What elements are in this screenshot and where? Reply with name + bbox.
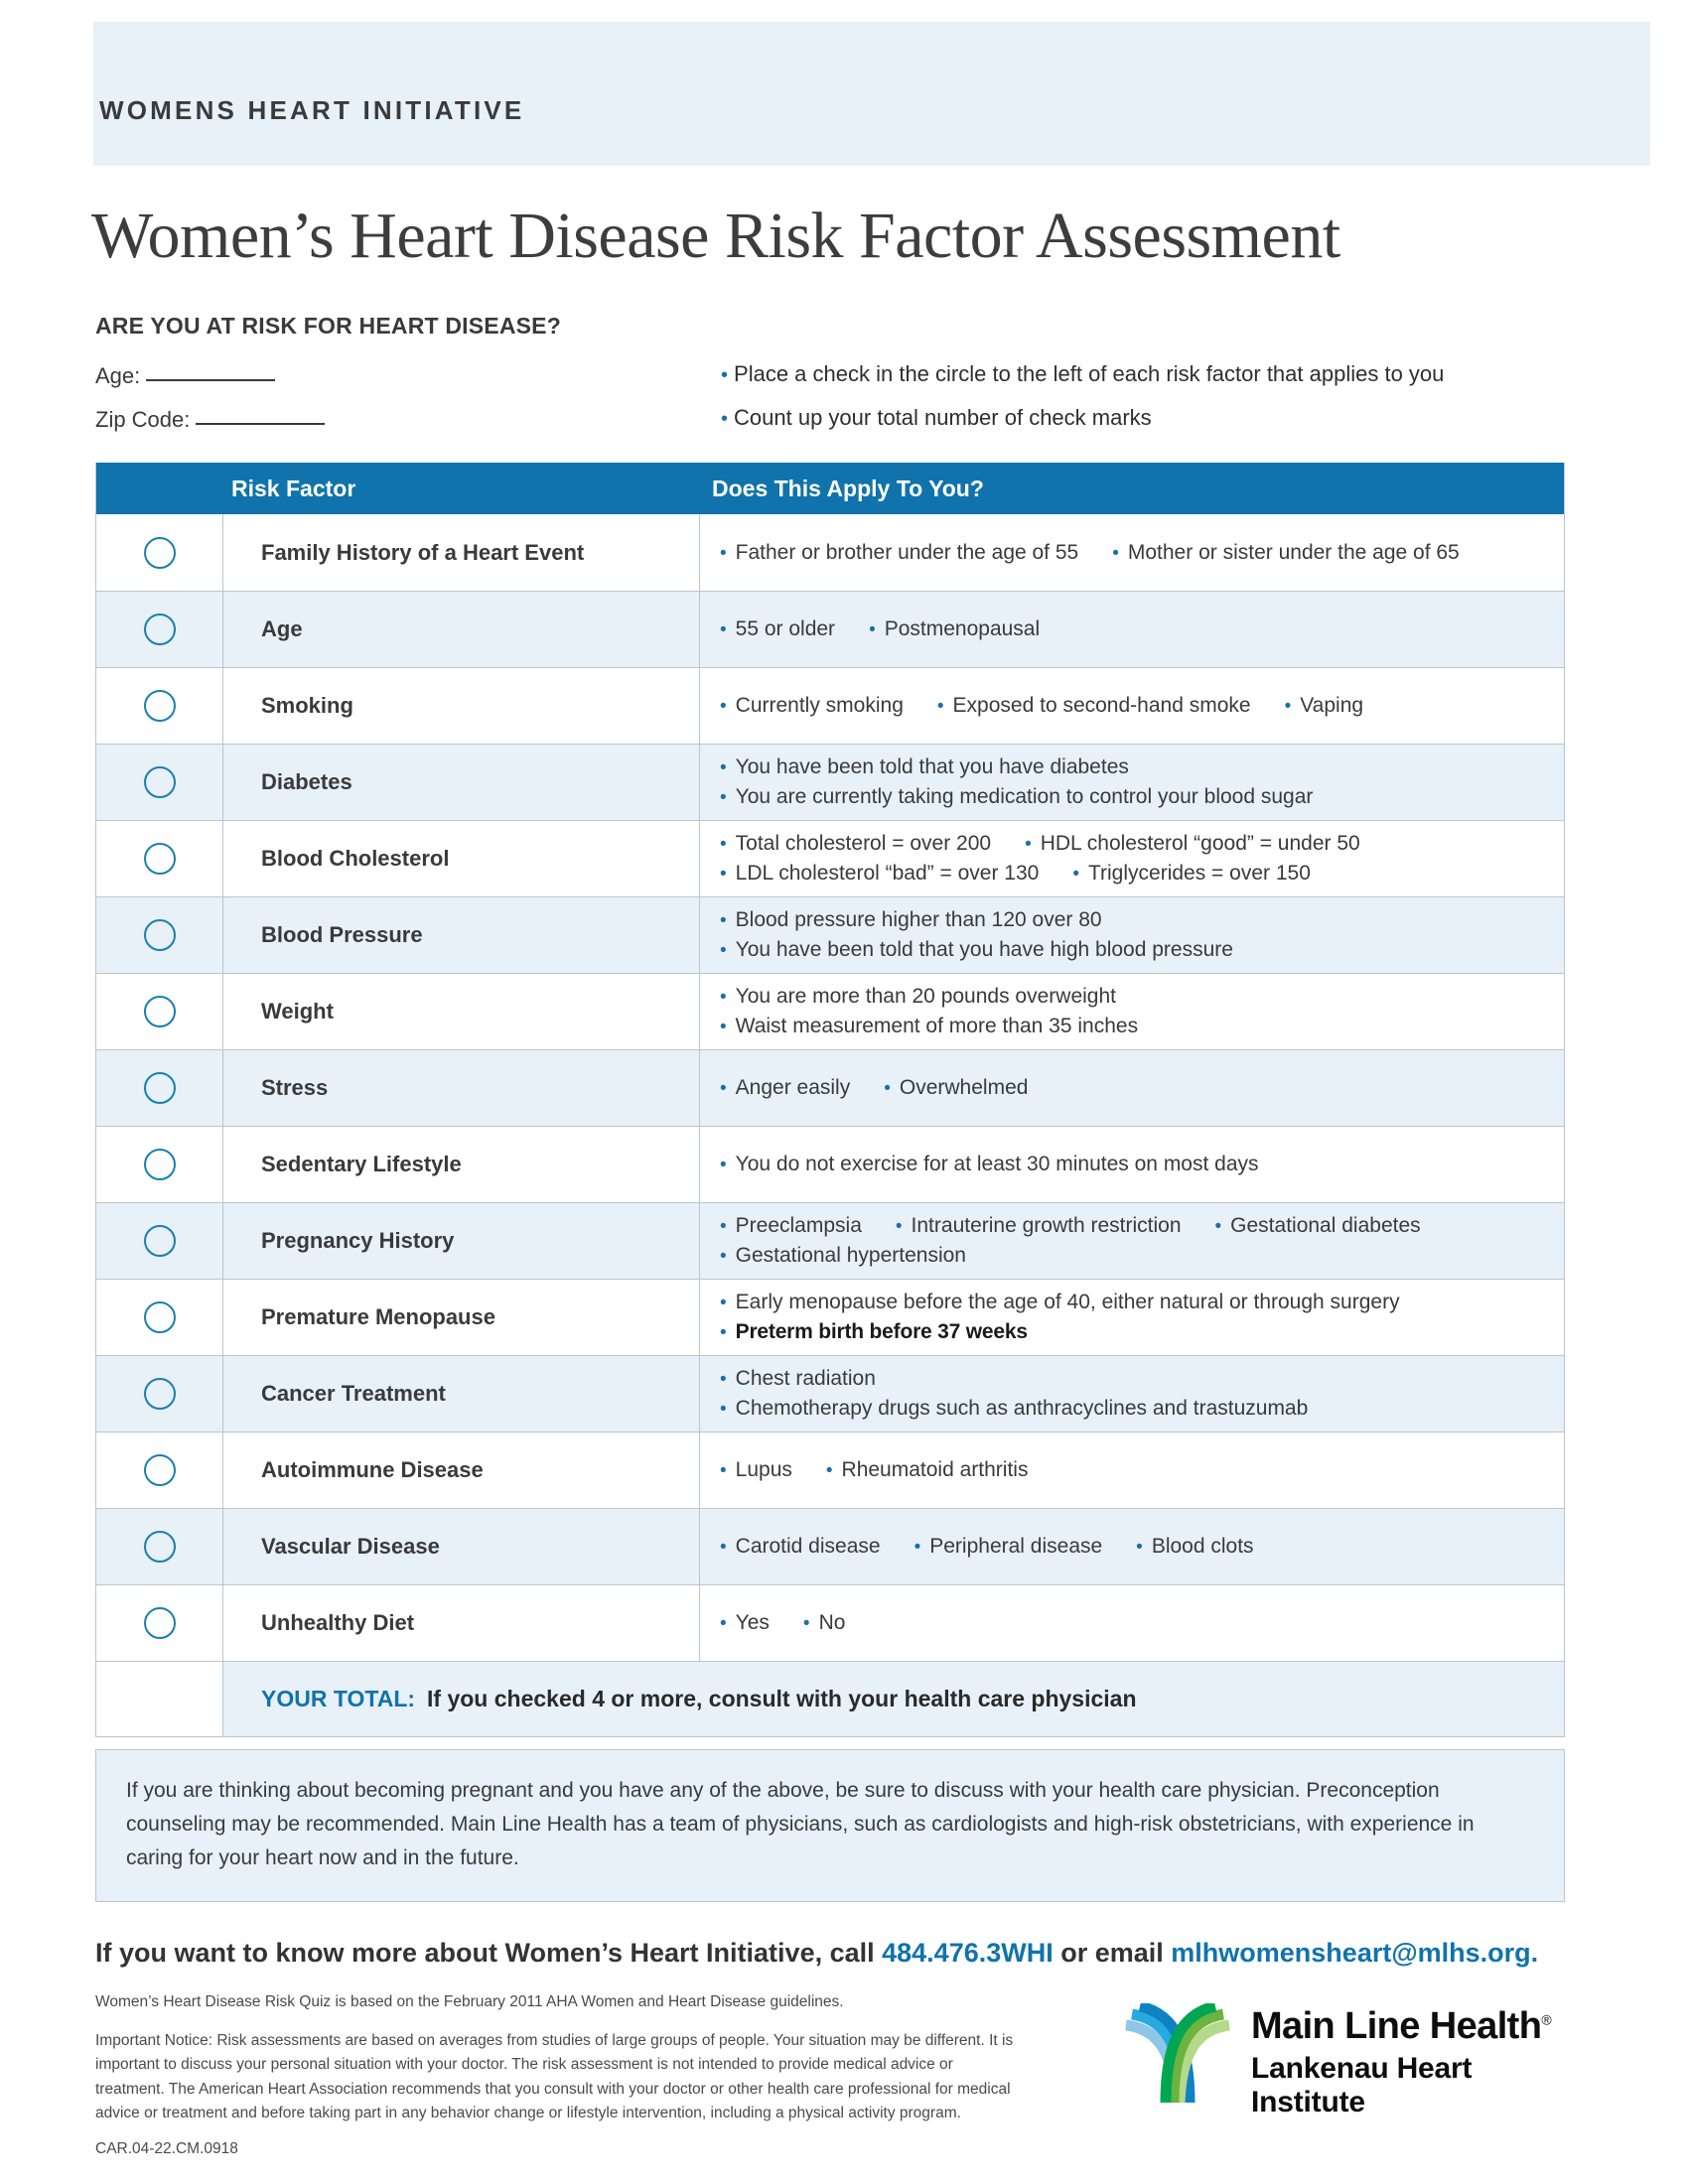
- option-item: [720, 785, 1313, 809]
- option-text: You do not exercise for at least 30 minutes on most days: [735, 1153, 1259, 1175]
- option-item: [896, 1214, 1182, 1238]
- table-row: [96, 1432, 1564, 1508]
- option-line: [720, 1535, 1550, 1559]
- your-total-row: [96, 1661, 1564, 1736]
- option-line: [720, 541, 1550, 565]
- check-circle-icon[interactable]: [144, 1531, 176, 1563]
- risk-factor-table: [95, 463, 1565, 1737]
- checkbox-cell[interactable]: [96, 1585, 223, 1661]
- bullet-icon: •: [720, 1246, 727, 1267]
- risk-factor-name: Vascular Disease: [223, 1509, 700, 1584]
- option-line: [720, 1214, 1550, 1238]
- option-line: [720, 1076, 1550, 1100]
- option-line: [720, 908, 1550, 932]
- option-text: Yes: [735, 1611, 770, 1634]
- age-label: Age:: [95, 363, 141, 388]
- apply-options-cell: [700, 514, 1564, 591]
- bullet-icon: •: [720, 864, 727, 885]
- option-line: [720, 938, 1550, 962]
- checkbox-cell[interactable]: [96, 1280, 223, 1355]
- option-text: Waist measurement of more than 35 inches: [735, 1015, 1139, 1037]
- option-line: [720, 1244, 1550, 1268]
- option-item: [1285, 694, 1364, 718]
- total-check-col: [96, 1662, 223, 1736]
- bullet-icon: •: [720, 940, 727, 961]
- option-text: Mother or sister under the age of 65: [1127, 540, 1460, 564]
- option-text: You are currently taking medication to control your blood sugar: [735, 785, 1314, 808]
- risk-factor-name: Pregnancy History: [223, 1203, 700, 1279]
- instruction-text: Count up your total number of check marks: [734, 405, 1152, 430]
- instruction-1: [721, 361, 1444, 387]
- option-text: Carotid disease: [735, 1535, 881, 1558]
- option-item: [1136, 1535, 1253, 1559]
- your-total-text: If you checked 4 or more, consult with your health care physician: [427, 1686, 1137, 1711]
- check-circle-icon[interactable]: [144, 690, 176, 722]
- option-text: Exposed to second-hand smoke: [952, 694, 1251, 717]
- contact-mid: or email: [1053, 1938, 1172, 1969]
- option-text: Vaping: [1300, 694, 1364, 717]
- risk-factor-name: Weight: [223, 974, 700, 1049]
- age-field-row: [95, 361, 275, 389]
- option-text: Postmenopausal: [884, 617, 1041, 640]
- option-line: [720, 617, 1550, 641]
- option-text: HDL cholesterol “good” = under 50: [1040, 832, 1360, 855]
- table-row: [96, 667, 1564, 744]
- checkbox-cell[interactable]: [96, 1127, 223, 1202]
- apply-options-cell: [700, 821, 1564, 896]
- option-item: [720, 1291, 1400, 1314]
- risk-factor-name: Cancer Treatment: [223, 1356, 700, 1432]
- check-circle-icon[interactable]: [144, 1607, 176, 1639]
- bullet-icon: •: [720, 1017, 727, 1037]
- risk-factor-name: Diabetes: [223, 745, 700, 820]
- option-text: Triglycerides = over 150: [1087, 862, 1311, 885]
- option-text: Currently smoking: [735, 694, 904, 717]
- contact-phone[interactable]: 484.476.3WHI: [882, 1938, 1054, 1969]
- table-row: [96, 1279, 1564, 1355]
- option-text: Anger easily: [735, 1076, 851, 1099]
- bullet-icon: •: [720, 834, 727, 855]
- risk-factor-name: Age: [223, 592, 700, 667]
- bullet-icon: •: [1112, 542, 1119, 564]
- bullet-icon: •: [720, 619, 727, 640]
- apply-options-cell: [700, 1050, 1564, 1126]
- table-row: [96, 744, 1564, 820]
- contact-line: [95, 1938, 1538, 1969]
- bullet-icon: •: [884, 1078, 891, 1099]
- bullet-icon: •: [869, 619, 876, 640]
- table-row: [96, 1584, 1564, 1661]
- risk-factor-name: Autoimmune Disease: [223, 1433, 700, 1508]
- option-text: Chemotherapy drugs such as anthracyclines and trastuzumab: [735, 1397, 1309, 1420]
- option-line: [720, 1015, 1550, 1038]
- bullet-icon: •: [721, 408, 729, 430]
- bullet-icon: •: [1072, 864, 1079, 885]
- pregnancy-note-box: If you are thinking about becoming pregnant and you have any of the above, be sure to discuss with your health care physician. Preconception counseling may be recommended. Main Line Health has a team of physicians, such as cardiologists and high-risk obstetricians, with experience in caring for your heart now and in the future.: [95, 1749, 1565, 1902]
- check-circle-icon[interactable]: [144, 1072, 176, 1104]
- bullet-icon: •: [825, 1460, 833, 1481]
- option-text: No: [818, 1611, 846, 1634]
- header-risk-factor: Risk Factor: [231, 475, 356, 501]
- main-line-health-logo: [1120, 1997, 1567, 2116]
- bullet-icon: •: [720, 542, 727, 564]
- checkbox-cell[interactable]: [96, 1356, 223, 1432]
- risk-factor-name: Sedentary Lifestyle: [223, 1127, 700, 1202]
- bullet-icon: •: [720, 1078, 727, 1099]
- option-item: [720, 541, 1078, 565]
- apply-options-cell: [700, 1433, 1564, 1508]
- option-item: [720, 1076, 850, 1100]
- option-text: You have been told that you have diabetes: [735, 755, 1129, 778]
- bullet-icon: •: [895, 1216, 903, 1237]
- checkbox-cell[interactable]: [96, 974, 223, 1049]
- registered-icon: ®: [1541, 2011, 1552, 2028]
- option-text: Blood pressure higher than 120 over 80: [735, 908, 1102, 931]
- option-text: Gestational diabetes: [1230, 1214, 1421, 1237]
- option-item: [1215, 1214, 1421, 1238]
- option-item: [720, 908, 1102, 932]
- option-text: Overwhelmed: [899, 1076, 1029, 1099]
- source-note: Women’s Heart Disease Risk Quiz is based on the February 2011 AHA Women and Heart Disease guidelines.: [95, 1993, 844, 2011]
- bullet-icon: •: [720, 1399, 727, 1420]
- option-line: [720, 862, 1550, 886]
- table-row: [96, 820, 1564, 896]
- apply-options-cell: [700, 1356, 1564, 1432]
- apply-options-cell: [700, 974, 1564, 1049]
- option-text: Rheumatoid arthritis: [841, 1458, 1029, 1481]
- logo-line-2: Lankenau Heart Institute: [1251, 2052, 1473, 2118]
- header-does-this-apply: Does This Apply To You?: [712, 475, 984, 501]
- risk-factor-name: Premature Menopause: [223, 1280, 700, 1355]
- option-item: [720, 1214, 862, 1238]
- zip-field-row: [95, 405, 325, 433]
- apply-options-cell: [700, 1509, 1564, 1584]
- zip-label: Zip Code:: [95, 407, 191, 432]
- option-line: [720, 1367, 1550, 1391]
- checkbox-cell[interactable]: [96, 1203, 223, 1279]
- bullet-icon: •: [720, 987, 727, 1008]
- option-item: [720, 1535, 881, 1559]
- risk-factor-name: Unhealthy Diet: [223, 1585, 700, 1661]
- option-text: Gestational hypertension: [735, 1244, 966, 1267]
- option-item: [720, 938, 1233, 962]
- instruction-text: Place a check in the circle to the left of each risk factor that applies to you: [734, 361, 1445, 386]
- option-item: [937, 694, 1251, 718]
- important-notice: Important Notice: Risk assessments are based on averages from studies of large groups of people. Your situation may be different. It is important to discuss your personal situation with your doctor. The risk assessment is not intended to provide medical advice or treatment. The American Heart Association recommends that you consult with your doctor or other health care professional for medical advice or treatment and before taking part in any behavior change or lifestyle intervention, including a physical activity program.: [95, 2031, 1014, 2121]
- bullet-icon: •: [720, 1216, 727, 1237]
- option-item: [914, 1535, 1103, 1559]
- table-row: [96, 1202, 1564, 1279]
- zip-input[interactable]: [196, 405, 325, 425]
- apply-options-cell: [700, 592, 1564, 667]
- check-circle-icon[interactable]: [144, 614, 176, 645]
- page-subtitle: ARE YOU AT RISK FOR HEART DISEASE?: [95, 313, 561, 339]
- option-text: You are more than 20 pounds overweight: [735, 985, 1116, 1008]
- contact-email[interactable]: mlhwomensheart@mlhs.org.: [1171, 1938, 1539, 1969]
- checkbox-cell[interactable]: [96, 1050, 223, 1126]
- option-item: [720, 1015, 1138, 1038]
- wings-logo-icon: [1120, 2003, 1235, 2107]
- risk-factor-name: Family History of a Heart Event: [223, 514, 700, 591]
- option-text: 55 or older: [735, 617, 836, 640]
- option-line: [720, 1291, 1550, 1314]
- apply-options-cell: [700, 1127, 1564, 1202]
- banner-label: WOMENS HEART INITIATIVE: [99, 95, 525, 125]
- option-text: Blood clots: [1151, 1535, 1254, 1558]
- option-text: You have been told that you have high blood pressure: [735, 938, 1233, 961]
- bullet-icon: •: [720, 1460, 727, 1481]
- risk-factor-name: Blood Cholesterol: [223, 821, 700, 896]
- top-banner: [93, 22, 1650, 166]
- check-circle-icon[interactable]: [144, 1225, 176, 1257]
- option-line: [720, 985, 1550, 1009]
- table-row: [96, 1508, 1564, 1584]
- table-row: [96, 973, 1564, 1049]
- bullet-icon: •: [721, 364, 729, 386]
- bullet-icon: •: [914, 1537, 921, 1558]
- checkbox-cell[interactable]: [96, 514, 223, 591]
- risk-factor-name: Blood Pressure: [223, 897, 700, 973]
- option-item: [720, 1153, 1259, 1176]
- apply-options-cell: [700, 668, 1564, 744]
- checkbox-cell[interactable]: [96, 1509, 223, 1584]
- option-line: [720, 694, 1550, 718]
- checkbox-cell[interactable]: [96, 745, 223, 820]
- check-circle-icon[interactable]: [144, 996, 176, 1027]
- option-item: [884, 1076, 1028, 1100]
- option-line: [720, 755, 1550, 779]
- apply-options-cell: [700, 897, 1564, 973]
- apply-options-cell: [700, 1280, 1564, 1355]
- check-circle-icon[interactable]: [144, 1149, 176, 1180]
- option-line: [720, 1397, 1550, 1421]
- option-line: [720, 785, 1550, 809]
- option-line: [720, 1153, 1550, 1176]
- option-text: Early menopause before the age of 40, either natural or through surgery: [735, 1291, 1400, 1313]
- option-line: [720, 1320, 1550, 1344]
- table-row: [96, 1126, 1564, 1202]
- apply-options-cell: [700, 1203, 1564, 1279]
- option-item: [720, 1367, 876, 1391]
- bullet-icon: •: [1136, 1537, 1143, 1558]
- logo-wordmark: [1251, 2005, 1567, 2119]
- table-header-row: [96, 463, 1564, 514]
- apply-options-cell: [700, 745, 1564, 820]
- option-item: [720, 1458, 792, 1482]
- table-row: [96, 1355, 1564, 1432]
- option-item: [720, 862, 1039, 886]
- page-title: Women’s Heart Disease Risk Factor Assessment: [91, 200, 1340, 272]
- option-item: [803, 1611, 846, 1635]
- check-circle-icon[interactable]: [144, 843, 176, 875]
- checkbox-cell[interactable]: [96, 1433, 223, 1508]
- option-item: [720, 832, 991, 856]
- option-item: [826, 1458, 1029, 1482]
- option-line: [720, 1458, 1550, 1482]
- check-circle-icon[interactable]: [144, 1301, 176, 1333]
- option-item: [720, 617, 835, 641]
- option-item: [720, 1244, 966, 1268]
- option-line: [720, 1611, 1550, 1635]
- bullet-icon: •: [1214, 1216, 1222, 1237]
- instruction-2: [721, 405, 1152, 431]
- option-item: [720, 1397, 1308, 1421]
- checkbox-cell[interactable]: [96, 592, 223, 667]
- check-circle-icon[interactable]: [144, 919, 176, 951]
- total-text-cell: [223, 1662, 1564, 1736]
- contact-pre: If you want to know more about Women’s Heart Initiative, call: [95, 1938, 883, 1969]
- risk-factor-name: Stress: [223, 1050, 700, 1126]
- bullet-icon: •: [720, 1322, 727, 1343]
- option-item: [720, 1320, 1028, 1344]
- document-code: CAR.04-22.CM.0918: [95, 2140, 238, 2158]
- option-text: Father or brother under the age of 55: [735, 540, 1079, 564]
- risk-factor-name: Smoking: [223, 668, 700, 744]
- bullet-icon: •: [936, 696, 944, 717]
- logo-line-1: Main Line Health®: [1251, 2005, 1552, 2047]
- apply-options-cell: [700, 1585, 1564, 1661]
- bullet-icon: •: [720, 910, 727, 931]
- option-item: [869, 617, 1040, 641]
- option-item: [1072, 862, 1311, 886]
- checkbox-cell[interactable]: [96, 897, 223, 973]
- checkbox-cell[interactable]: [96, 668, 223, 744]
- bullet-icon: •: [720, 787, 727, 808]
- age-input[interactable]: [146, 361, 275, 381]
- bullet-icon: •: [720, 1369, 727, 1390]
- bullet-icon: •: [1025, 834, 1032, 855]
- bullet-icon: •: [720, 757, 727, 778]
- check-circle-icon[interactable]: [144, 1378, 176, 1410]
- check-circle-icon[interactable]: [144, 537, 176, 569]
- check-circle-icon[interactable]: [144, 766, 176, 798]
- option-line: [720, 832, 1550, 856]
- option-item: [720, 755, 1129, 779]
- bullet-icon: •: [720, 1613, 727, 1634]
- option-item: [720, 985, 1116, 1009]
- bullet-icon: •: [720, 1537, 727, 1558]
- option-text: LDL cholesterol “bad” = over 130: [735, 862, 1040, 885]
- option-item: [720, 694, 904, 718]
- bullet-icon: •: [720, 1155, 727, 1175]
- option-text: Intrauterine growth restriction: [911, 1214, 1182, 1237]
- check-circle-icon[interactable]: [144, 1454, 176, 1486]
- option-text: Preeclampsia: [735, 1214, 862, 1237]
- option-text: Chest radiation: [735, 1367, 876, 1390]
- option-text: Lupus: [735, 1458, 792, 1481]
- table-row: [96, 591, 1564, 667]
- table-row: [96, 514, 1564, 591]
- option-item: [720, 1611, 770, 1635]
- option-item: [1112, 541, 1460, 565]
- bullet-icon: •: [720, 696, 727, 717]
- option-item: [1025, 832, 1360, 856]
- option-text: Preterm birth before 37 weeks: [735, 1320, 1028, 1343]
- table-row: [96, 1049, 1564, 1126]
- table-row: [96, 896, 1564, 973]
- bullet-icon: •: [802, 1613, 810, 1634]
- bullet-icon: •: [1284, 696, 1292, 717]
- option-text: Peripheral disease: [929, 1535, 1103, 1558]
- your-total-label: YOUR TOTAL:: [261, 1686, 416, 1711]
- bullet-icon: •: [720, 1293, 727, 1313]
- option-text: Total cholesterol = over 200: [735, 832, 992, 855]
- checkbox-cell[interactable]: [96, 821, 223, 896]
